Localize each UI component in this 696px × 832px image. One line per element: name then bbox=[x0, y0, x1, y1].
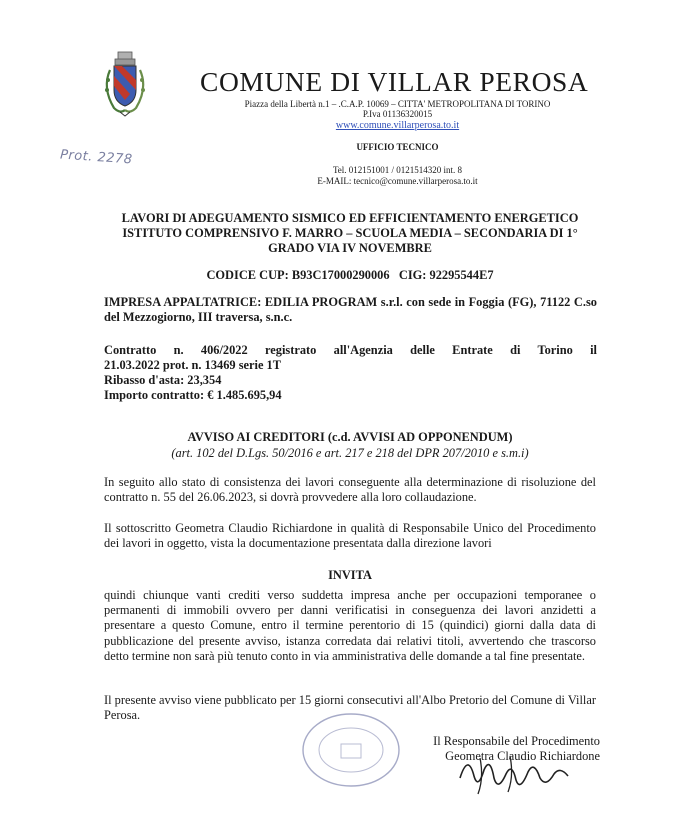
handwritten-signature bbox=[450, 748, 580, 798]
paragraph-2: Il sottoscritto Geometra Claudio Richiardone in qualità di Responsabile Unico del Procedimento dei lavori in oggetto, vista la documentazione presentata dalla direzione lavori bbox=[104, 521, 596, 551]
cup-cig-codes: CODICE CUP: B93C17000290006 CIG: 92295544E7 bbox=[206, 268, 494, 282]
paragraph-1: In seguito allo stato di consistenza dei lavori conseguente alla determinazione di risoluzione del contratto n. 55 del 26.06.2023, si dovrà provvedere alla loro collaudazione. bbox=[104, 475, 596, 505]
paragraph-3: quindi chiunque vanti crediti verso suddetta impresa anche per occupazioni temporanee o permanenti di immobili ovvero per danni verificatisi in conseguenza dei lavori anzidetti a presentare a questo Comune, entro il termine perentorio di 15 (quindici) giorni dalla data di pubblicazione del presente avviso, istanza corredata dai relativi titoli, avvertendo che trascorso detto termine non sarà più tenuto conto in via amministrativa delle domande a tal fine presentate. bbox=[104, 588, 596, 663]
page-title: COMUNE DI VILLAR PEROSA bbox=[200, 66, 589, 97]
header-piva: P.Iva 01136320015 bbox=[362, 109, 433, 119]
document-subject: LAVORI DI ADEGUAMENTO SISMICO ED EFFICIENTAMENTO ENERGETICO ISTITUTO COMPRENSIVO F. MARRO – SCUOLA MEDIA – SECONDARIA DI 1° GRADO VIA IV NOVEMBRE bbox=[121, 211, 579, 255]
contract-line-1: Contratto n. 406/2022 registrato all'Agenzia delle Entrate di Torino il bbox=[104, 343, 597, 357]
website-link[interactable]: www.comune.villarperosa.to.it bbox=[335, 120, 460, 131]
official-stamp bbox=[296, 708, 406, 788]
header-phone: Tel. 012151001 / 0121514320 int. 8 bbox=[332, 165, 463, 175]
header-address: Piazza della Libertà n.1 – .C.A.P. 10069 – CITTA' METROPOLITANA DI TORINO bbox=[244, 99, 551, 109]
handwritten-protocol-note: Prot. 2278 bbox=[59, 147, 134, 168]
header-email: E-MAIL: tecnico@comune.villarperosa.to.it bbox=[317, 176, 478, 186]
notice-title: AVVISO AI CREDITORI (c.d. AVVISI AD OPPONENDUM) bbox=[187, 430, 513, 444]
invita-heading: INVITA bbox=[328, 568, 372, 582]
contract-amount: Importo contratto: € 1.485.695,94 bbox=[104, 388, 282, 402]
contractor-info: IMPRESA APPALTATRICE: EDILIA PROGRAM s.r.l. con sede in Foggia (FG), 71122 C.so del Mezzogiorno, III traversa, s.n.c. bbox=[104, 295, 597, 324]
contract-line-2: 21.03.2022 prot. n. 13469 serie 1T bbox=[104, 358, 282, 372]
notice-legal-reference-text: (art. 102 del D.Lgs. 50/2016 e art. 217 e 218 del DPR 207/2010 e s.m.i) bbox=[171, 446, 529, 460]
signer-role: Il Responsabile del Procedimento bbox=[433, 734, 600, 748]
contract-details bbox=[104, 343, 597, 403]
contract-discount: Ribasso d'asta: 23,354 bbox=[104, 373, 222, 387]
municipal-crest-logo bbox=[100, 50, 150, 120]
signer-name: Geometra Claudio Richiardone bbox=[445, 749, 600, 763]
office-name: UFFICIO TECNICO bbox=[356, 142, 439, 152]
notice-legal-reference bbox=[100, 446, 600, 461]
paragraph-4: Il presente avviso viene pubblicato per 15 giorni consecutivi all'Albo Pretorio del Comune di Villar Perosa. bbox=[104, 693, 596, 723]
